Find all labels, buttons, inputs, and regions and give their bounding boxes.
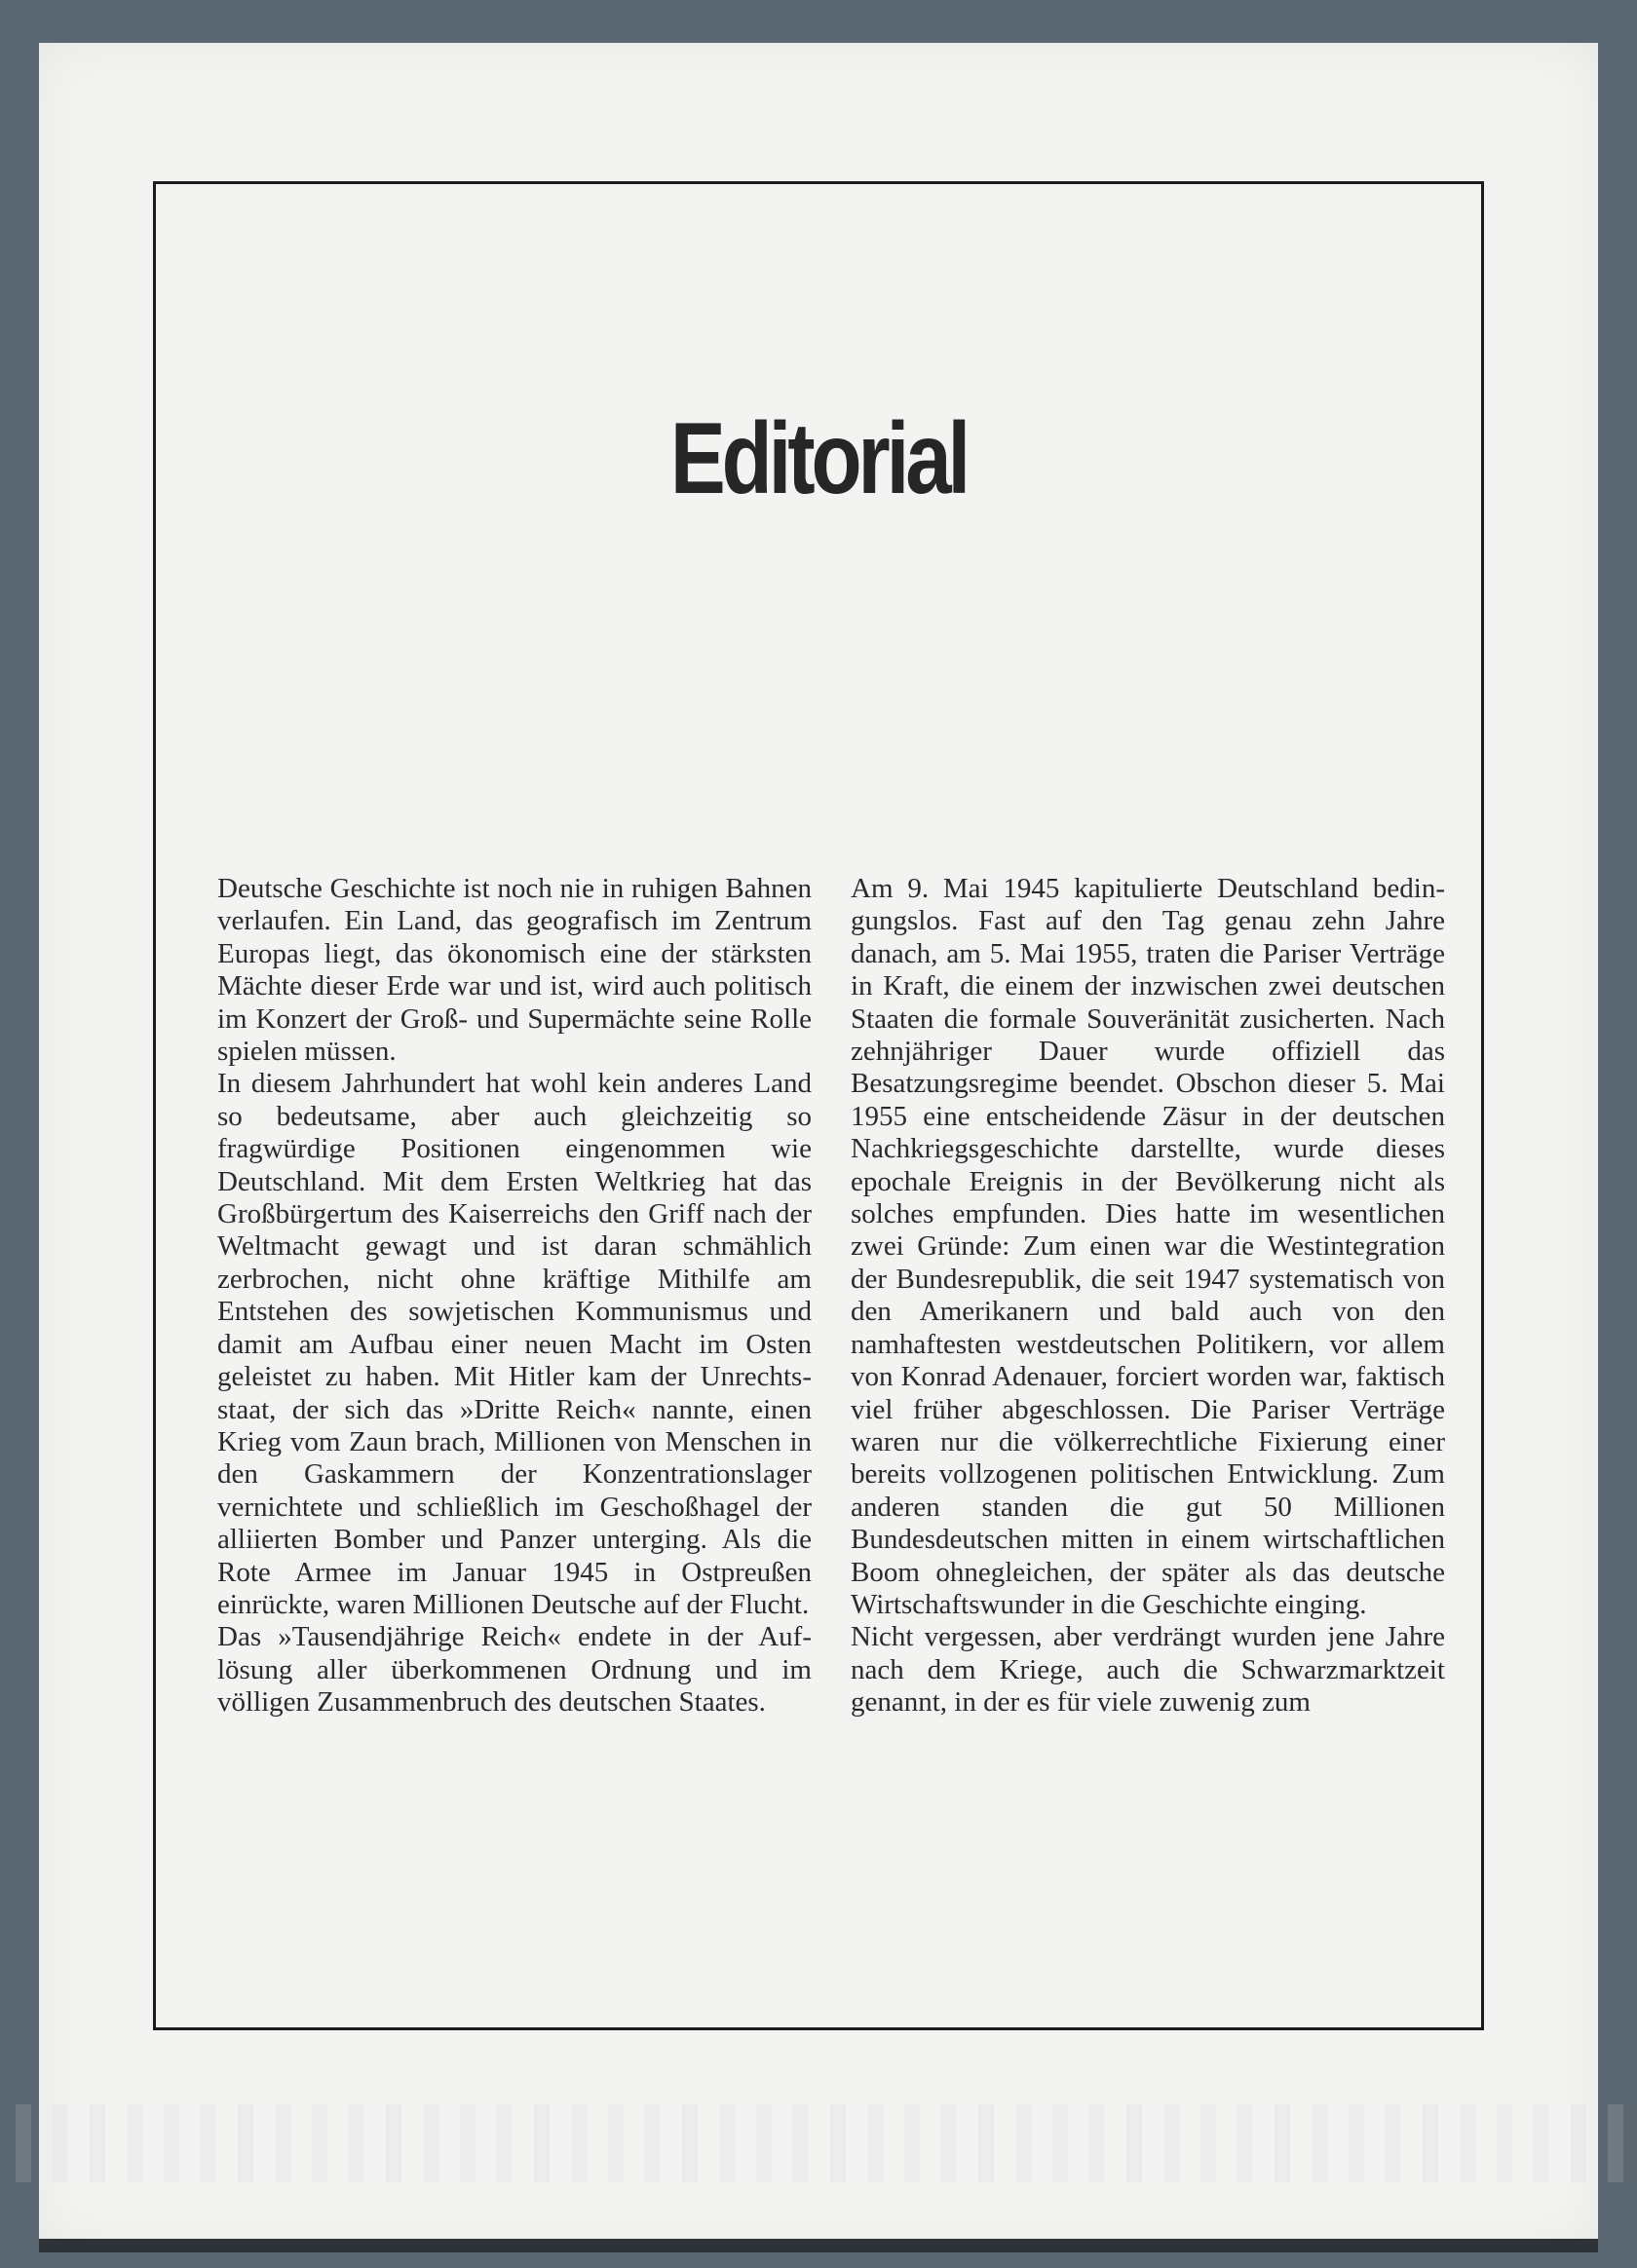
paragraph: Das »Tausendjährige Reich« endete in der Auflösung aller überkommenen Ordnung und im völligen Zusammenbruch des deutschen Staates. — [217, 1621, 812, 1719]
article-column-right — [851, 873, 1445, 1720]
binder-strip — [39, 2239, 1598, 2252]
paragraph: Am 9. Mai 1945 kapitulierte Deutschland bedingungslos. Fast auf den Tag genau zehn Jahre danach, am 5. Mai 1955, traten die Pariser Verträge in Kraft, die einem der inzwischen zwei deutschen Staaten die formale Souveränität zusicherten. Nach zehnjähriger Dauer wurde offiziell das Besatzungsregime beendet. Obschon dieser 5. Mai 1955 eine entscheidende Zäsur in der deutschen Nachkriegsgeschichte darstellte, wurde dieses epochale Ereignis in der Bevölkerung nicht als solches empfunden. Dies hatte im wesentlichen zwei Gründe: Zum einen war die Westintegration der Bundesrepublik, die seit 1947 systematisch von den Amerikanern und bald auch von den namhaftesten westdeutschen Politikern, vor allem von Konrad Adenauer, forciert worden war, faktisch viel früher abgeschlossen. Die Pariser Verträge waren nur die völkerrechtliche Fixierung einer bereits vollzogenen politischen Entwicklung. Zum anderen standen die gut 50 Millionen Bundesdeutschen mitten in einem wirtschaftlichen Boom ohnegleichen, der später als das deutsche Wirtschaftswunder in die Geschichte einging. — [851, 873, 1445, 1620]
paragraph: Nicht vergessen, aber verdrängt wurden jene Jahre nach dem Kriege, auch die Schwarzmarktzeit genannt, in der es für viele zuwenig zum — [851, 1621, 1445, 1719]
paragraph: Deutsche Geschichte ist noch nie in ruhigen Bahnen verlaufen. Ein Land, das geografisch im Zentrum Europas liegt, das ökonomisch eine der stärksten Mächte dieser Erde war und ist, wird auch politisch im Konzert der Groß- und Supermächte seine Rolle spielen müssen. — [217, 873, 812, 1068]
album-page — [39, 43, 1598, 2249]
paragraph: In diesem Jahrhundert hat wohl kein anderes Land so bedeutsame, aber auch gleichzeitig so fragwürdige Positionen eingenommen wie Deutschland. Mit dem Ersten Weltkrieg hat das Großbürgertum des Kaiserreichs den Griff nach der Weltmacht gewagt und ist daran schmählich zerbrochen, nicht ohne kräftige Mithilfe am Entstehen des sowjetischen Kommunismus und damit am Aufbau einer neuen Macht im Osten geleistet zu haben. Mit Hitler kam der Unrechtsstaat, der sich das »Dritte Reich« nannte, einen Krieg vom Zaun brach, Millionen von Menschen in den Gaskammern der Konzentrationslager vernichtete und schließlich im Geschoßhagel der alliierten Bomber und Panzer unterging. Als die Rote Armee im Januar 1945 in Ostpreußen einrückte, waren Millionen Deutsche auf der Flucht. — [217, 1068, 812, 1620]
page-title: Editorial — [669, 402, 968, 515]
article-column-left — [217, 873, 812, 1720]
sleeve-perforation-marks — [0, 2104, 1637, 2182]
